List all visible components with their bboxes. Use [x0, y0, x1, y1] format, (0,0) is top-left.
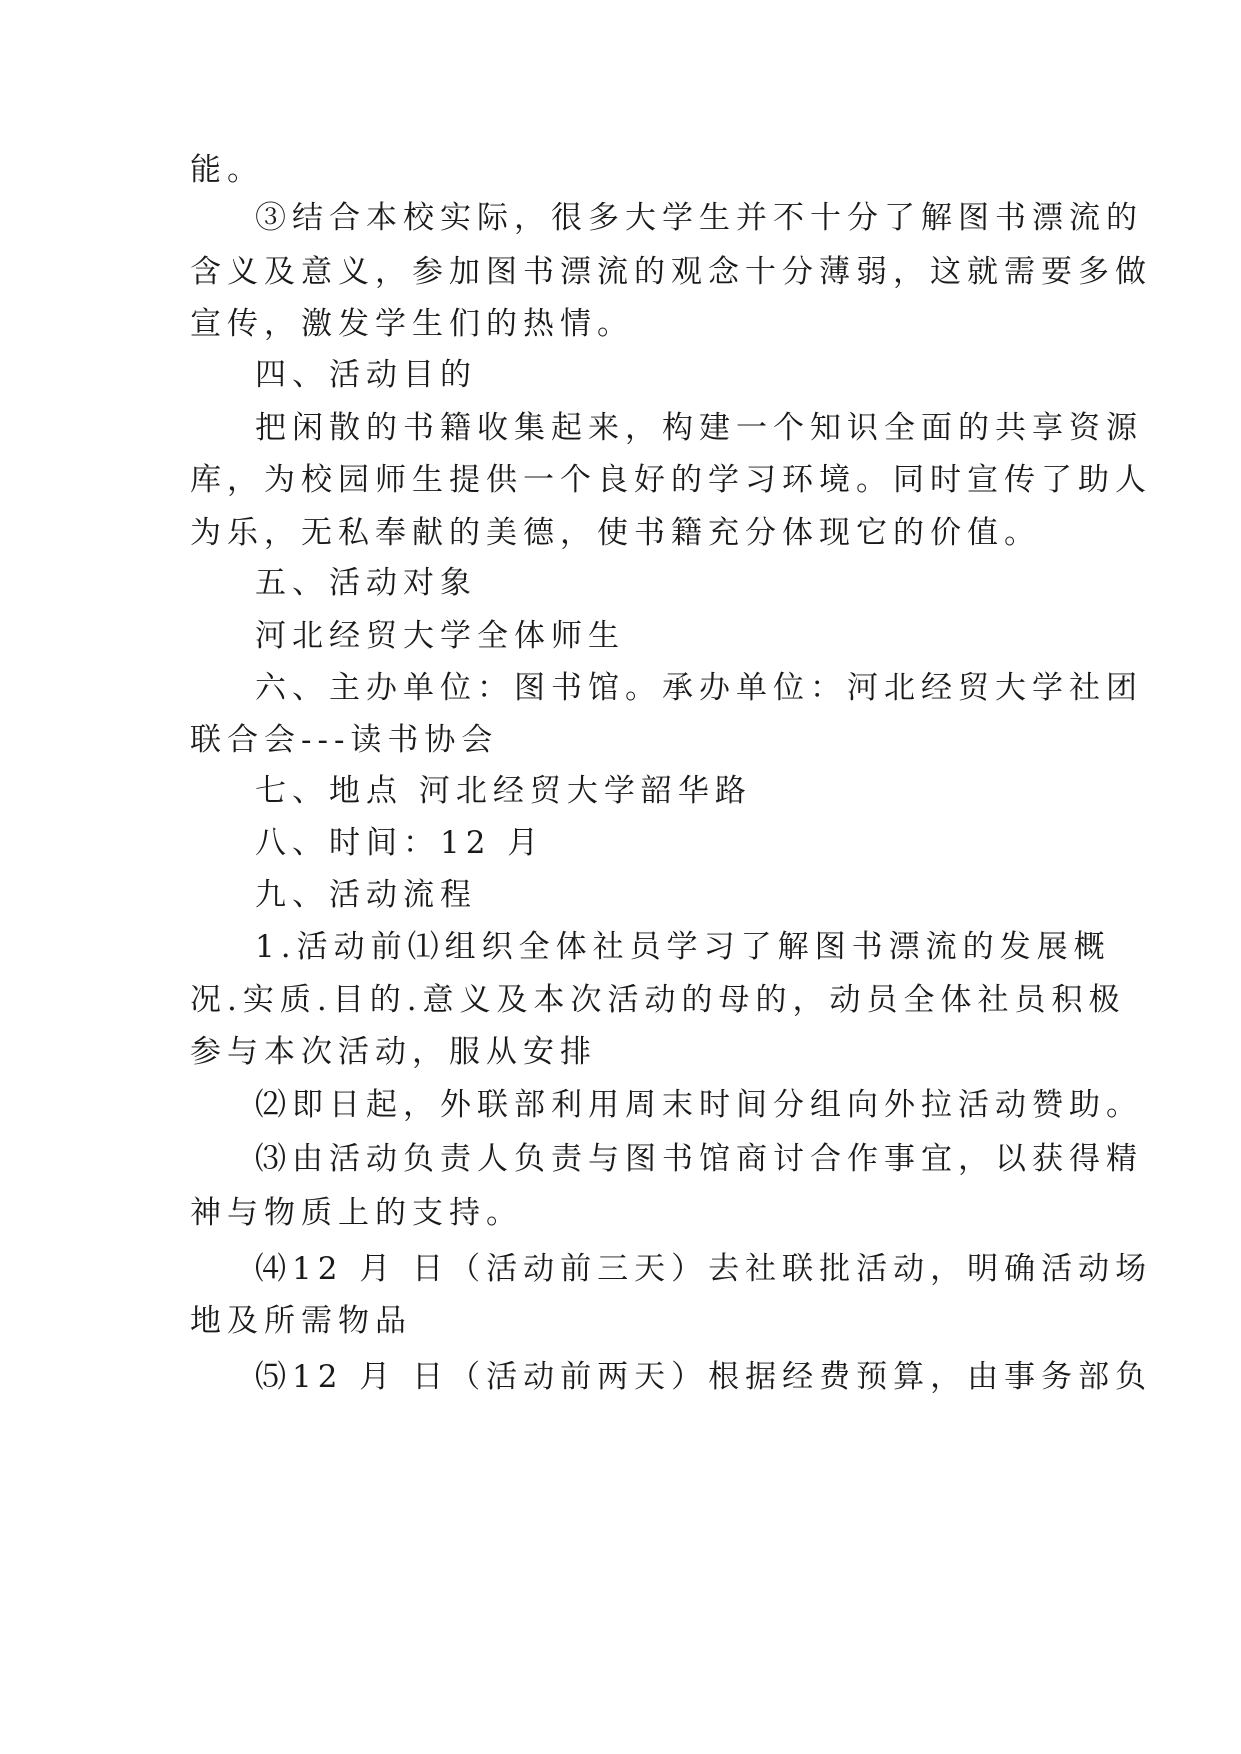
text-line: 宣传，激发学生们的热情。 — [190, 306, 634, 342]
text-line: 地及所需物品 — [190, 1303, 412, 1339]
text-line: ③结合本校实际，很多大学生并不十分了解图书漂流的 — [255, 200, 1143, 236]
text-line: 1.活动前⑴组织全体社员学习了解图书漂流的发展概 — [255, 929, 1111, 965]
text-line: ⑶由活动负责人负责与图书馆商讨合作事宜，以获得精 — [255, 1141, 1143, 1177]
text-line: 库，为校园师生提供一个良好的学习环境。同时宣传了助人 — [190, 462, 1152, 498]
text-line: 能。 — [190, 152, 264, 188]
text-line: 把闲散的书籍收集起来，构建一个知识全面的共享资源 — [255, 410, 1143, 446]
text-line: ⑸12 月 日（活动前两天）根据经费预算，由事务部负 — [255, 1359, 1153, 1395]
text-line: 含义及意义，参加图书漂流的观念十分薄弱，这就需要多做 — [190, 254, 1152, 290]
text-line: 况.实质.目的.意义及本次活动的母的，动员全体社员积极 — [190, 982, 1126, 1018]
section-heading: 九、活动流程 — [255, 877, 477, 913]
section-heading: 六、主办单位：图书馆。承办单位：河北经贸大学社团 — [255, 670, 1143, 706]
section-heading: 七、地点 河北经贸大学韶华路 — [255, 773, 752, 809]
text-line: ⑷12 月 日（活动前三天）去社联批活动，明确活动场 — [255, 1251, 1153, 1287]
text-line: 参与本次活动，服从安排 — [190, 1034, 597, 1070]
text-line: 联合会---读书协会 — [190, 722, 499, 758]
text-line: 为乐，无私奉献的美德，使书籍充分体现它的价值。 — [190, 515, 1041, 551]
section-heading: 五、活动对象 — [255, 565, 477, 601]
text-line: 河北经贸大学全体师生 — [255, 618, 625, 654]
text-line: ⑵即日起，外联部利用周末时间分组向外拉活动赞助。 — [255, 1087, 1143, 1123]
text-line: 神与物质上的支持。 — [190, 1195, 523, 1231]
section-heading: 八、时间：12 月 — [255, 825, 545, 861]
section-heading: 四、活动目的 — [255, 357, 477, 393]
